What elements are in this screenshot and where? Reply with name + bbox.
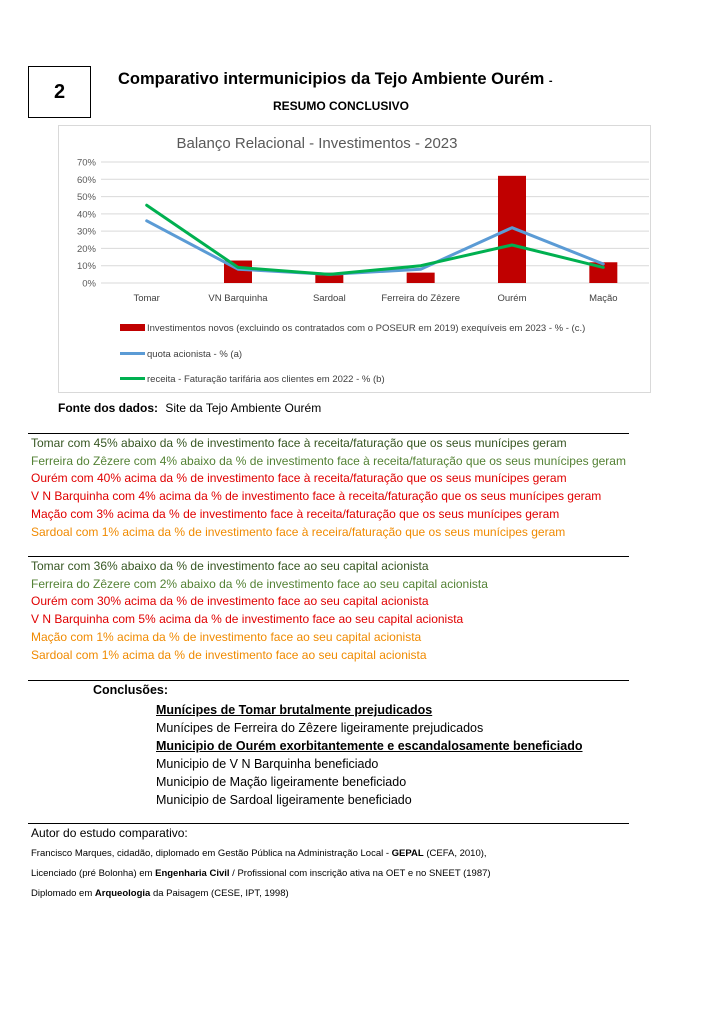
chart-legend-label: receita - Faturação tarifária aos clientes em 2022 - % (b)	[147, 374, 385, 385]
page-title-suffix: -	[548, 75, 553, 87]
chart-ytick-label: 10%	[76, 261, 96, 273]
chart-ytick-label: 70%	[76, 157, 96, 169]
chart-title: Balanço Relacional - Investimentos - 2023	[176, 135, 458, 152]
chart-ytick-label: 50%	[76, 192, 96, 204]
author-line-1: Francisco Marques, cidadão, diplomado em Gestão Pública na Administração Local - GEPAL (CEFA, 2010),	[31, 848, 487, 859]
conclusion-item: Municipio de Ourém exorbitantemente e escandalosamente beneficiado	[156, 739, 583, 753]
chart-xtick-label: VN Barquinha	[208, 293, 268, 304]
data-source-label: Fonte dos dados:	[58, 401, 158, 415]
receita-comparison-list	[31, 435, 626, 541]
chart-container	[58, 125, 651, 393]
chart-series-line	[147, 221, 604, 275]
chart-ytick-label: 40%	[76, 209, 96, 221]
capital-comparison-line: Ourém com 30% acima da % de investimento face ao seu capital acionista	[31, 594, 429, 609]
chart-ytick-label: 0%	[82, 278, 96, 290]
chart-legend-label: quota acionista - % (a)	[147, 349, 243, 360]
receita-comparison-line: Tomar com 45% abaixo da % de investimento face à receita/faturação que os seus munícipes geram	[31, 436, 567, 450]
chart-bar	[498, 176, 526, 283]
receita-comparison-line: Mação com 3% acima da % de investimento face à receita/faturação que os seus munícipes geram	[31, 506, 560, 521]
chart-bar	[407, 273, 435, 283]
chart-ytick-label: 30%	[76, 226, 96, 238]
divider-4	[28, 823, 629, 824]
conclusions-list	[156, 701, 583, 809]
page-number-box	[28, 66, 91, 118]
author-line-3: Diplomado em Arqueologia da Paisagem (CESE, IPT, 1998)	[31, 888, 289, 899]
capital-comparison-list	[31, 558, 488, 664]
author-block	[31, 826, 491, 904]
chart-legend-label: Investimentos novos (excluindo os contratados com o POSEUR em 2019) exequíveis em 2023 - % - (c.)	[147, 323, 586, 334]
receita-comparison-line: Ourém com 40% acima da % de investimento face à receita/faturação que os seus munícipes geram	[31, 471, 567, 486]
conclusion-item: Municipio de Mação ligeiramente beneficiado	[156, 775, 407, 789]
investment-chart	[59, 126, 652, 394]
chart-xtick-label: Tomar	[133, 293, 160, 304]
conclusion-item: Municipio de V N Barquinha beneficiado	[156, 757, 379, 771]
divider-3	[28, 680, 629, 681]
divider-1	[28, 433, 629, 434]
receita-comparison-line: V N Barquinha com 4% acima da % de investimento face à receita/faturação que os seus munícipes geram	[31, 489, 602, 504]
author-heading: Autor do estudo comparativo:	[31, 826, 188, 840]
chart-xtick-label: Sardoal	[312, 293, 346, 304]
capital-comparison-line: V N Barquinha com 5% acima da % de investimento face ao seu capital acionista	[31, 612, 464, 627]
chart-series-line	[147, 205, 604, 274]
chart-xtick-label: Ferreira do Zêzere	[381, 293, 461, 304]
conclusions-title: Conclusões:	[93, 683, 169, 697]
receita-comparison-line: Sardoal com 1% acima da % de investimento face à receira/faturação que os seus munícipes geram	[31, 524, 566, 539]
divider-2	[28, 556, 629, 557]
conclusion-item: Munícipes de Tomar brutalmente prejudicados	[156, 703, 433, 717]
capital-comparison-line: Tomar com 36% abaixo da % de investimento face ao seu capital acionista	[31, 559, 429, 573]
data-source	[58, 401, 321, 415]
author-line-2: Licenciado (pré Bolonha) em Engenharia Civil / Profissional com inscrição ativa na OET e no SNEET (1987)	[31, 868, 491, 879]
page-title-text: Comparativo intermunicipios da Tejo Ambiente Ourém	[118, 70, 545, 88]
capital-comparison-line: Sardoal com 1% acima da % de investimento face ao seu capital acionista	[31, 647, 427, 662]
chart-ytick-label: 60%	[76, 174, 96, 186]
chart-ytick-label: 20%	[76, 243, 96, 255]
conclusion-item: Municipio de Sardoal ligeiramente beneficiado	[156, 793, 412, 807]
data-source-value: Site da Tejo Ambiente Ourém	[165, 401, 322, 415]
chart-legend-swatch	[120, 324, 145, 331]
page-subtitle: RESUMO CONCLUSIVO	[273, 99, 410, 113]
chart-xtick-label: Mação	[589, 293, 618, 304]
receita-comparison-line: Ferreira do Zêzere com 4% abaixo da % de investimento face à receita/faturação que os seus munícipes geram	[31, 453, 626, 468]
capital-comparison-line: Mação com 1% acima da % de investimento face ao seu capital acionista	[31, 629, 422, 644]
capital-comparison-line: Ferreira do Zêzere com 2% abaixo da % de investimento face ao seu capital acionista	[31, 576, 488, 591]
page-number: 2	[53, 80, 66, 103]
conclusion-item: Munícipes de Ferreira do Zêzere ligeiramente prejudicados	[156, 721, 484, 735]
page-title	[118, 70, 553, 89]
chart-xtick-label: Ourém	[497, 293, 527, 304]
